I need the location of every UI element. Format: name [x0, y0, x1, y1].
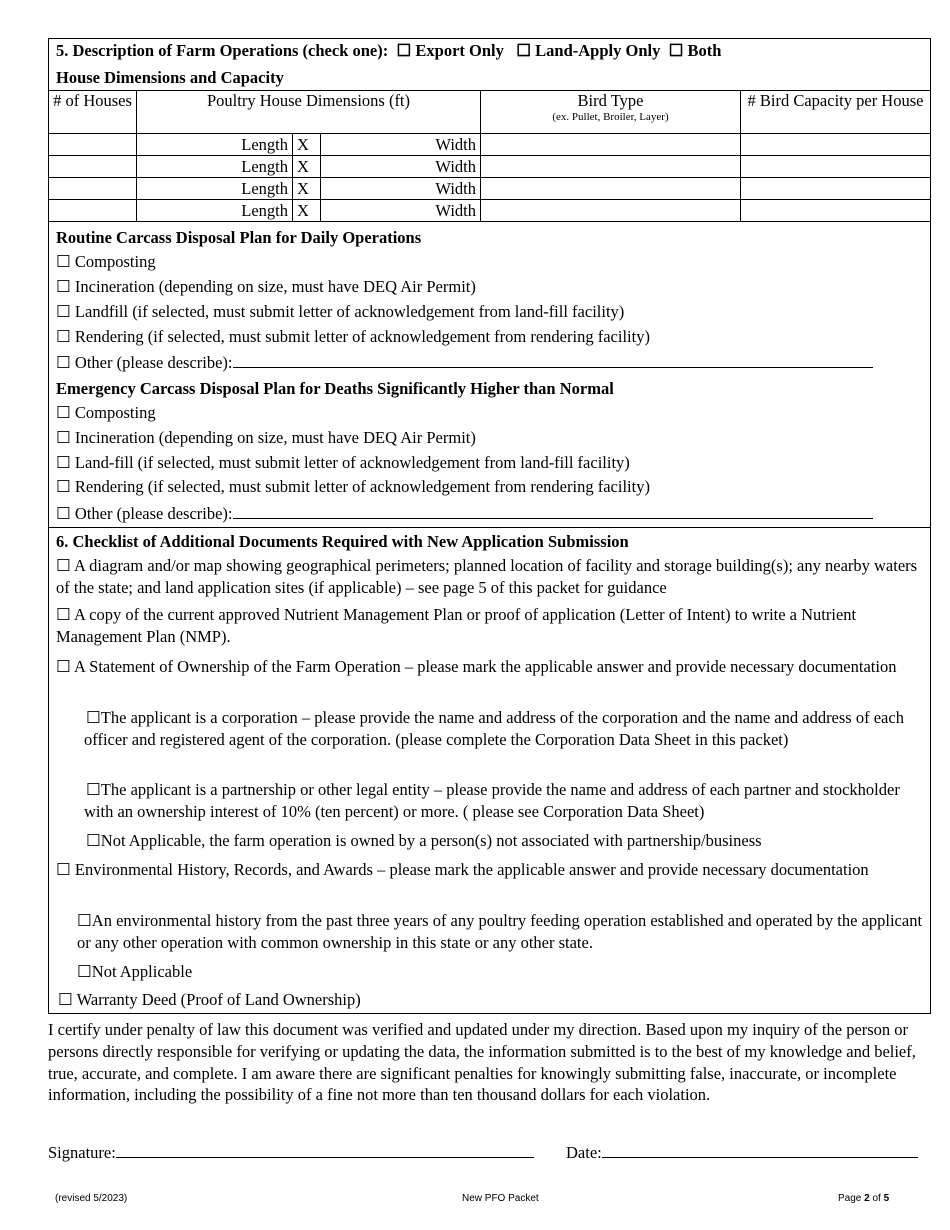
houses-cell[interactable] [49, 134, 137, 156]
length-cell[interactable]: Length [137, 200, 293, 222]
ownership-corporation[interactable]: ☐The applicant is a corporation – please provide the name and address of the corporation and the name and address of each officer and registered agent of the corporation. (please complete the Corporation Data Sheet in this packet) [84, 708, 904, 749]
routine-other-input[interactable] [233, 351, 873, 368]
x-cell: X [293, 156, 321, 178]
houses-cell[interactable] [49, 178, 137, 200]
option-export-only[interactable]: ☐ Export Only [396, 41, 504, 60]
length-cell[interactable]: Length [137, 134, 293, 156]
header-dimensions: Poultry House Dimensions (ft) [137, 91, 481, 134]
section5-title: 5. Description of Farm Operations (check one): [56, 41, 389, 60]
option-land-apply-only[interactable]: ☐ Land-Apply Only [516, 41, 661, 60]
checklist-ownership[interactable]: ☐ A Statement of Ownership of the Farm Operation – please mark the applicable answer and provide necessary documentation [56, 657, 897, 676]
ownership-not-applicable[interactable]: ☐Not Applicable, the farm operation is owned by a person(s) not associated with partnership/business [86, 831, 762, 850]
table-row [49, 134, 931, 156]
certification-statement: I certify under penalty of law this document was verified and updated under my direction. Based upon my inquiry of the person or persons directly responsible for verifying or updating the data, the information submitted is to the best of my knowledge and belief, true, accurate, and complete. I am aware there are significant penalties for knowingly submitting false, inaccurate, or incomplete information, including the possibility of a fine not more than ten thousand dollars for each violation. [48, 1020, 916, 1105]
table-row [49, 178, 931, 200]
section5-header [56, 41, 721, 61]
house-dimensions-title: House Dimensions and Capacity [56, 68, 284, 87]
length-cell[interactable]: Length [137, 178, 293, 200]
table-row [49, 156, 931, 178]
routine-incineration[interactable]: ☐ Incineration (depending on size, must have DEQ Air Permit) [56, 277, 476, 296]
environmental-not-applicable[interactable]: ☐Not Applicable [77, 962, 193, 981]
bird-type-cell[interactable] [481, 134, 741, 156]
emergency-composting[interactable]: ☐ Composting [56, 403, 156, 422]
width-cell[interactable]: Width [321, 178, 481, 200]
routine-composting[interactable]: ☐ Composting [56, 252, 156, 271]
capacity-cell[interactable] [741, 178, 931, 200]
x-cell: X [293, 200, 321, 222]
signature-input[interactable] [116, 1141, 534, 1158]
emergency-incineration[interactable]: ☐ Incineration (depending on size, must have DEQ Air Permit) [56, 428, 476, 447]
width-cell[interactable]: Width [321, 200, 481, 222]
emergency-other-input[interactable] [233, 502, 873, 519]
header-houses: # of Houses [49, 91, 137, 134]
capacity-cell[interactable] [741, 134, 931, 156]
checklist-environmental-history[interactable]: ☐ Environmental History, Records, and Awards – please mark the applicable answer and provide necessary documentation [56, 860, 869, 879]
routine-landfill[interactable]: ☐ Landfill (if selected, must submit letter of acknowledgement from land-fill facility) [56, 302, 625, 321]
routine-title: Routine Carcass Disposal Plan for Daily Operations [56, 228, 422, 247]
footer-revised: (revised 5/2023) [55, 1193, 128, 1204]
bird-type-cell[interactable] [481, 200, 741, 222]
section6-title: 6. Checklist of Additional Documents Required with New Application Submission [56, 532, 629, 551]
footer-page-number: Page 2 of 5 [838, 1193, 890, 1204]
footer-packet-name: New PFO Packet [462, 1193, 539, 1204]
routine-rendering[interactable]: ☐ Rendering (if selected, must submit letter of acknowledgement from rendering facility) [56, 327, 650, 346]
environmental-history-option[interactable]: ☐An environmental history from the past three years of any poultry feeding operation established and operated by the applicant or any other operation with common ownership in this state or any other state. [77, 911, 923, 952]
houses-cell[interactable] [49, 156, 137, 178]
table-row [49, 200, 931, 222]
x-cell: X [293, 134, 321, 156]
houses-cell[interactable] [49, 200, 137, 222]
emergency-title: Emergency Carcass Disposal Plan for Deaths Significantly Higher than Normal [56, 379, 614, 398]
width-cell[interactable]: Width [321, 156, 481, 178]
section-divider [48, 527, 931, 528]
width-cell[interactable]: Width [321, 134, 481, 156]
emergency-rendering[interactable]: ☐ Rendering (if selected, must submit letter of acknowledgement from rendering facility) [56, 477, 650, 496]
emergency-other[interactable]: ☐ Other (please describe): [56, 504, 233, 523]
checklist-diagram-map[interactable]: ☐ A diagram and/or map showing geographical perimeters; planned location of facility and storage building(s); any nearby waters of the state; and land application sites (if applicable) – see page 5 of this packet for guidance [56, 556, 918, 597]
bird-type-cell[interactable] [481, 156, 741, 178]
length-cell[interactable]: Length [137, 156, 293, 178]
checklist-nutrient-plan[interactable]: ☐ A copy of the current approved Nutrient Management Plan or proof of application (Letter of Intent) to write a Nutrient Management Plan (NMP). [56, 605, 857, 646]
signature-label: Signature: [48, 1143, 116, 1162]
x-cell: X [293, 178, 321, 200]
option-both[interactable]: ☐ Both [668, 41, 722, 60]
capacity-cell[interactable] [741, 156, 931, 178]
routine-other[interactable]: ☐ Other (please describe): [56, 353, 233, 372]
capacity-cell[interactable] [741, 200, 931, 222]
header-capacity: # Bird Capacity per House [741, 91, 931, 134]
bird-type-cell[interactable] [481, 178, 741, 200]
house-dimensions-table [48, 90, 931, 222]
date-label: Date: [566, 1143, 602, 1162]
checklist-warranty-deed[interactable]: ☐ Warranty Deed (Proof of Land Ownership) [58, 990, 361, 1009]
emergency-landfill[interactable]: ☐ Land-fill (if selected, must submit letter of acknowledgement from land-fill facility) [56, 453, 630, 472]
table-header-row [49, 91, 931, 134]
bird-type-hint: (ex. Pullet, Broiler, Layer) [552, 111, 669, 123]
header-bird-type: Bird Type (ex. Pullet, Broiler, Layer) [481, 91, 741, 134]
date-input[interactable] [602, 1141, 918, 1158]
ownership-partnership[interactable]: ☐The applicant is a partnership or other legal entity – please provide the name and address of each partner and stockholder with an ownership interest of 10% (ten percent) or more. ( please see Corporation Data Sheet) [84, 780, 900, 821]
